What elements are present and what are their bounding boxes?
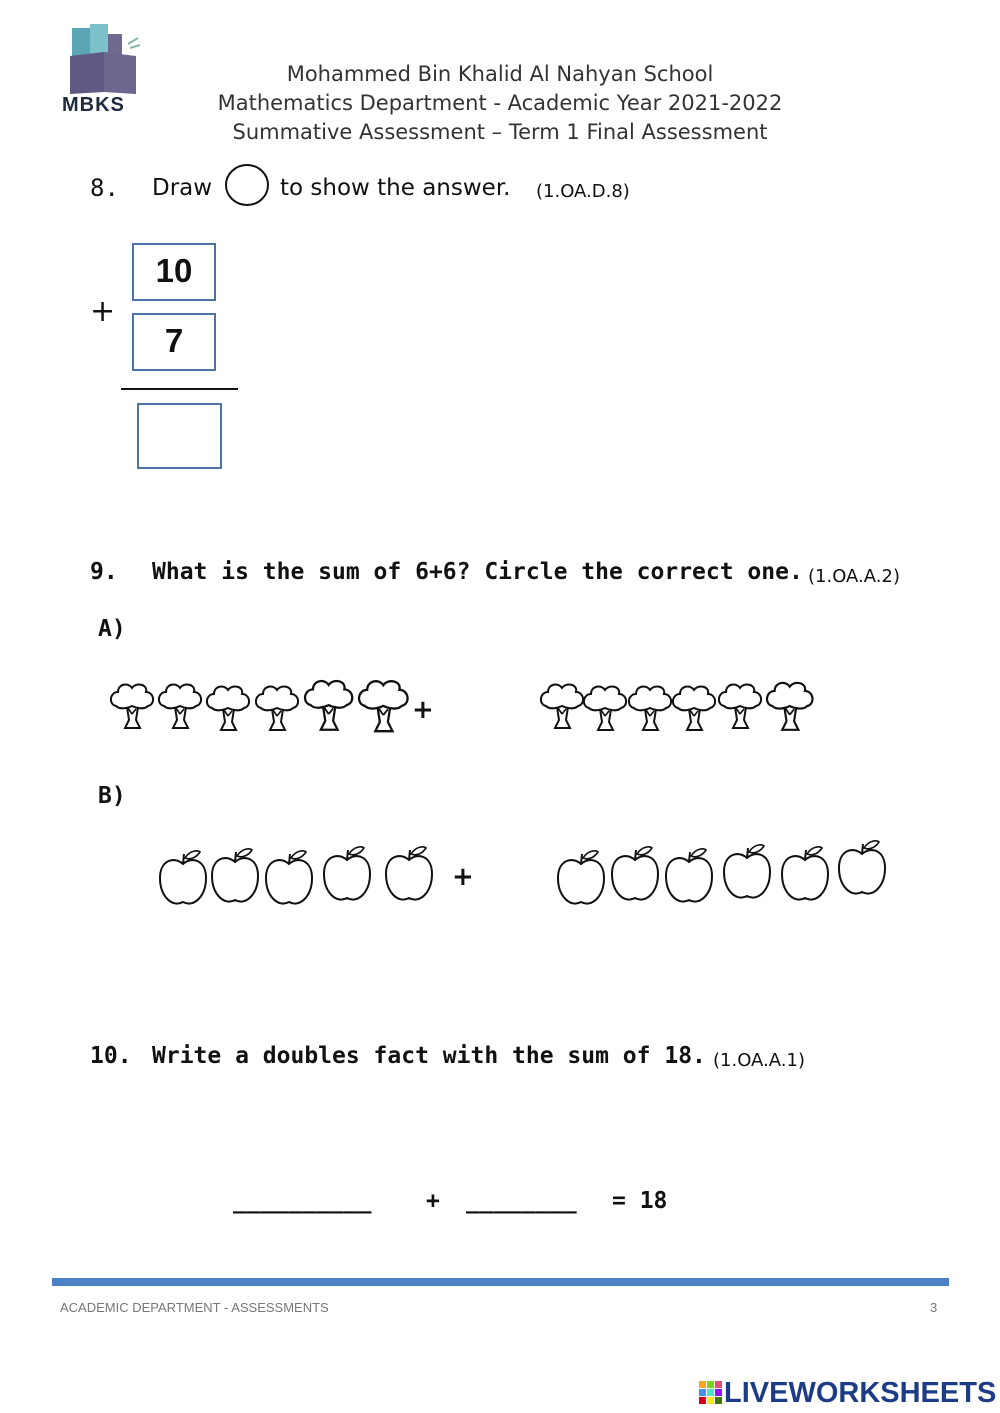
q10-number: 10. (90, 1043, 132, 1069)
tree-icon (207, 687, 249, 730)
tree-icon (111, 685, 153, 728)
q10-standard: (1.OA.A.1) (713, 1050, 805, 1071)
q8-number: 8. (90, 174, 119, 202)
q10-plus: + (426, 1188, 440, 1214)
apple-icon (324, 847, 370, 900)
addend-box-2: 7 (132, 313, 216, 371)
q8-text-before: Draw (152, 175, 213, 201)
tree-icon (629, 687, 671, 730)
addend-box-1: 10 (132, 243, 216, 301)
tree-icon (159, 685, 201, 728)
tree-icon (256, 687, 298, 730)
tree-icon (305, 681, 352, 730)
q8-plus-sign: + (90, 294, 116, 329)
page-number: 3 (930, 1300, 938, 1315)
liveworksheets-brand[interactable] (698, 1378, 996, 1408)
apple-icon (612, 847, 658, 900)
q9-standard: (1.OA.A.2) (808, 566, 900, 587)
tree-icon (541, 685, 583, 728)
logo-text: MBKS (62, 94, 125, 116)
tree-icon (359, 681, 408, 731)
apple-icon (666, 849, 712, 902)
q10-blank-2[interactable]: ________ (466, 1188, 577, 1214)
tree-icon (673, 687, 715, 730)
liveworksheets-logo-icon (698, 1380, 724, 1406)
q9-text: What is the sum of 6+6? Circle the correct one. (152, 559, 803, 585)
tree-icon (719, 685, 761, 728)
apple-icon (724, 845, 770, 898)
option-b-label[interactable]: B) (98, 783, 126, 809)
circle-icon (223, 162, 271, 208)
q10-blank-1[interactable]: __________ (233, 1188, 372, 1214)
header-school-name: Mohammed Bin Khalid Al Nahyan School (286, 62, 714, 86)
apple-icon (782, 847, 828, 900)
q9-number: 9. (90, 559, 118, 585)
q8-standard: (1.OA.D.8) (536, 181, 630, 202)
answer-box[interactable] (137, 403, 222, 469)
option-b-plus: + (452, 862, 474, 892)
option-a-plus: + (412, 695, 434, 725)
tree-icon (767, 683, 813, 730)
q8-text-after: to show the answer. (280, 175, 511, 201)
apple-icon (558, 851, 604, 904)
option-b-apples[interactable] (150, 832, 910, 916)
option-a-label[interactable]: A) (98, 616, 126, 642)
header-assessment: Summative Assessment – Term 1 Final Assessment (232, 120, 768, 144)
apple-icon (160, 851, 206, 904)
header-department: Mathematics Department - Academic Year 2021-2022 (217, 91, 783, 115)
apple-icon (839, 841, 885, 894)
liveworksheets-text: LIVEWORKSHEETS (724, 1376, 997, 1409)
apple-icon (266, 851, 312, 904)
option-a-trees[interactable] (100, 670, 840, 740)
q10-equals-sum: = 18 (612, 1188, 668, 1214)
school-header (150, 60, 850, 147)
sum-line (121, 388, 238, 390)
tree-icon (584, 687, 626, 730)
footer-divider (52, 1278, 949, 1286)
footer-department: ACADEMIC DEPARTMENT - ASSESSMENTS (60, 1300, 329, 1315)
apple-icon (386, 847, 432, 900)
apple-icon (212, 849, 258, 902)
q10-text: Write a doubles fact with the sum of 18. (152, 1043, 706, 1069)
